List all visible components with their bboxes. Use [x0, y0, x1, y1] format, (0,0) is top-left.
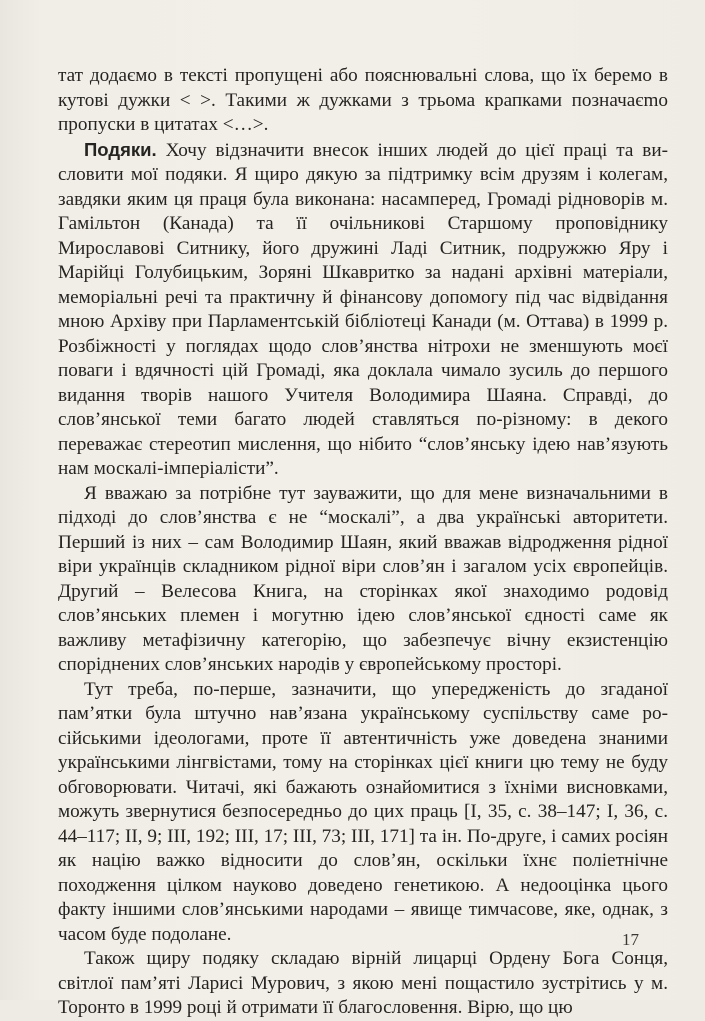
- paragraph-text: Хочу відзначити внесок інших людей до цієї праці та висловити мої подяки. Я щиро дякую за підтримку всім друзям і колегам, завдяки яким ця праця була виконана: насамперед, Громаді рідноворів м. Гамільтон (Канада) та її очільникові Старшому проповіднику Мирославові Ситнику, його дружині Ладі Ситник, подружжю Яру і Марійці Голубицьким, Зоряні Шкавритко за надані архівні матеріали, меморіальні речі та практичну й фінансову допомогу під час відвідання мною Архіву при Парламентській бібліотеці Канади (м. Оттава) в 1999 р. Розбіжності у поглядах щодо слов’янства нітрохи не зменшують моєї поваги і вдячності цій Громаді, яка доклала чимало зусиль до першого видання творів нашого Учителя Володимира Шаяна. Справді, до слов’янської теми багато людей ставляться по-різному: в декого переважає стереотип мислення, що нібито “слов’янську ідею нав’язують нам москалі-імперіалісти”.: [58, 139, 668, 479]
- paragraph-text: Також щиру подяку складаю вірній лицарці Ордену Бога Сонця, світлої пам’яті Ларисі Мурович, з якою мені пощастило зустрітись у м. Торонто в 1999 році й отримати її благословення. Вірю, що цю: [58, 948, 668, 1018]
- paragraph-text: тат додаємо в тексті пропущені або пояснювальні слова, що їх беремо в кутові дужки < >. Такими ж дужками з трьома крапками позначаєmо пропуски в цитатах <…>.: [58, 65, 668, 135]
- body-text: [58, 64, 668, 1021]
- page-number: 17: [622, 930, 639, 949]
- paragraph-authorities: [58, 482, 668, 678]
- section-heading-acknowledgements: Подяки.: [84, 138, 157, 160]
- paragraph-velesova-knyha: [58, 678, 668, 948]
- paragraph-gratitude-order: [58, 947, 668, 1021]
- paragraph-text: Тут треба, по-перше, зазначити, що упередженість до згаданої пам’ятки була штучно нав’язана українському суспільству саме російськими ідеологами, проте її автентичність уже доведена знаними українськими лінгвістами, тому на сторінках цієї книги цю тему не буду обговорювати. Читачі, які бажають ознайомитися з їхніми висновками, можуть звернутися безпосередньо до цих праць [І, 35, с. 38–147; І, 36, с. 44–117; ІІ, 9; ІІІ, 192; ІІІ, 17; ІІІ, 73; ІІІ, 171] та ін. По-друге, і самих росіян як націю важко відносити до слов’ян, оскільки їхнє поліетнічне походження цілком науково доведено генетикою. А недооцінка цього факту іншими слов’янськими народами – явище тимчасове, яке, однак, з часом буде подолане.: [58, 678, 668, 945]
- paragraph-text: Я вважаю за потрібне тут зауважити, що для мене визначальними в підході до слов’янства є не “москалі”, а два українські авторитети. Перший із них – сам Володимир Шаян, який вважав відродження рідної віри українців складником рідної віри слов’ян і загалом усіх європейців. Другий – Велесова Книга, на сторінках якої знаходимо родовід слов’янських племен і могутню ідею слов’янської єдності саме як важливу метафізичну категорію, що забезпечує вічну екзистенцію споріднених слов’янських народів у європейському просторі.: [58, 482, 668, 675]
- paragraph-acknowledgements: [58, 138, 668, 482]
- paragraph-intro-brackets: [58, 64, 668, 138]
